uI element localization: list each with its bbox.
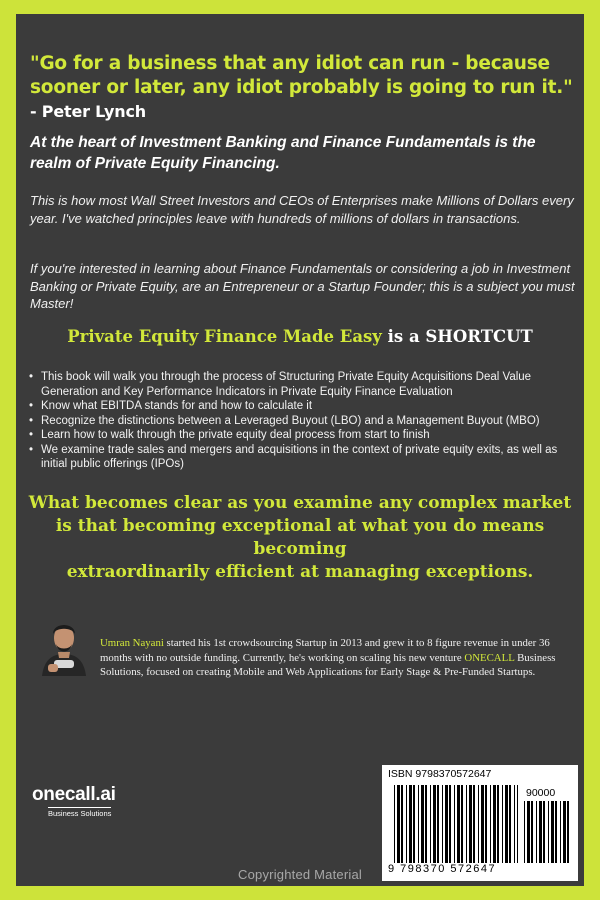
callout-line: is that becoming exceptional at what you do means becoming: [55, 516, 545, 559]
addon-barcode: [524, 801, 572, 863]
opening-quote: [30, 52, 575, 124]
price-code: 90000: [526, 787, 556, 799]
logo-tagline: Business Solutions: [48, 809, 112, 818]
book-heading: [16, 327, 584, 346]
bullet-dot: •: [29, 414, 34, 427]
list-item-text: Know what EBITDA stands for and how to calculate it: [41, 400, 313, 412]
bullet-dot: •: [29, 400, 34, 412]
list-item-text: Recognize the distinctions between a Leveraged Buyout (LBO) and a Management Buyout (MBO): [41, 414, 540, 427]
cover-panel: [16, 14, 584, 886]
list-item: [28, 399, 576, 414]
bullet-dot: •: [29, 443, 34, 456]
paragraph-wall-street: This is how most Wall Street Investors and CEOs of Enterprises make Millions of Dollars every year. I've watched principles leave with hundreds of millions of dollars in transactions.: [30, 193, 574, 226]
list-item: [28, 370, 576, 399]
bullet-dot: •: [29, 429, 34, 441]
list-item-text: Learn how to walk through the private equity deal process from start to finish: [41, 429, 430, 441]
bio-text-end: Business Solutions, focused on creating Mobile and Web Applications for Early Stage & Pre-Funded Startups.: [100, 651, 556, 678]
quote-author: - Peter Lynch: [30, 102, 146, 121]
isbn-label: ISBN 9798370572647: [388, 768, 492, 780]
callout-quote: [16, 492, 584, 584]
list-item-text: This book will walk you through the process of Structuring Private Equity Acquisitions Deal Value Generation and Key Performance Indicators in Private Equity Finance Evaluation: [41, 371, 532, 398]
book-title: Private Equity Finance Made Easy: [67, 327, 382, 346]
bullet-dot: •: [29, 371, 34, 383]
feature-list: [28, 370, 576, 472]
isbn-barcode-box: [382, 765, 578, 881]
lead-statement: At the heart of Investment Banking and Finance Fundamentals is the realm of Private Equity Financing.: [30, 134, 536, 172]
author-photo: [38, 614, 90, 676]
paragraph-audience: If you're interested in learning about Finance Fundamentals or considering a job in Investment Banking or Private Equity, are an Entrepreneur or a Startup Founder; this is a subject you must Master!: [30, 261, 575, 311]
quote-text: "Go for a business that any idiot can run - because sooner or later, any idiot probably is going to run it.": [30, 53, 573, 98]
list-item-text: We examine trade sales and mergers and acquisitions in the context of private equity exits, as well as initial public offerings (IPOs): [41, 443, 558, 470]
heading-tail: is a SHORTCUT: [387, 327, 533, 346]
list-item: [28, 443, 576, 472]
logo-wordmark: onecall.ai: [32, 784, 116, 805]
watermark-bottom: Copyrighted Material: [238, 867, 362, 882]
callout-line: What becomes clear as you examine any complex market: [28, 493, 572, 513]
author-name: Umran Nayani: [100, 637, 164, 649]
venture-name: ONECALL: [464, 651, 515, 664]
list-item: [28, 414, 576, 429]
author-bio: [100, 636, 578, 680]
isbn-digits: 9 798370 572647: [388, 863, 497, 875]
callout-line: extraordinarily efficient at managing exceptions.: [66, 562, 534, 582]
list-item: [28, 428, 576, 443]
publisher-logo: [30, 784, 140, 818]
ean-barcode: [394, 785, 518, 863]
bio-text: started his 1st crowdsourcing Startup in 2013 and grew it to 8 figure revenue in under 36 months with no outside funding. Currently, he's working on scaling his new venture: [100, 637, 550, 664]
